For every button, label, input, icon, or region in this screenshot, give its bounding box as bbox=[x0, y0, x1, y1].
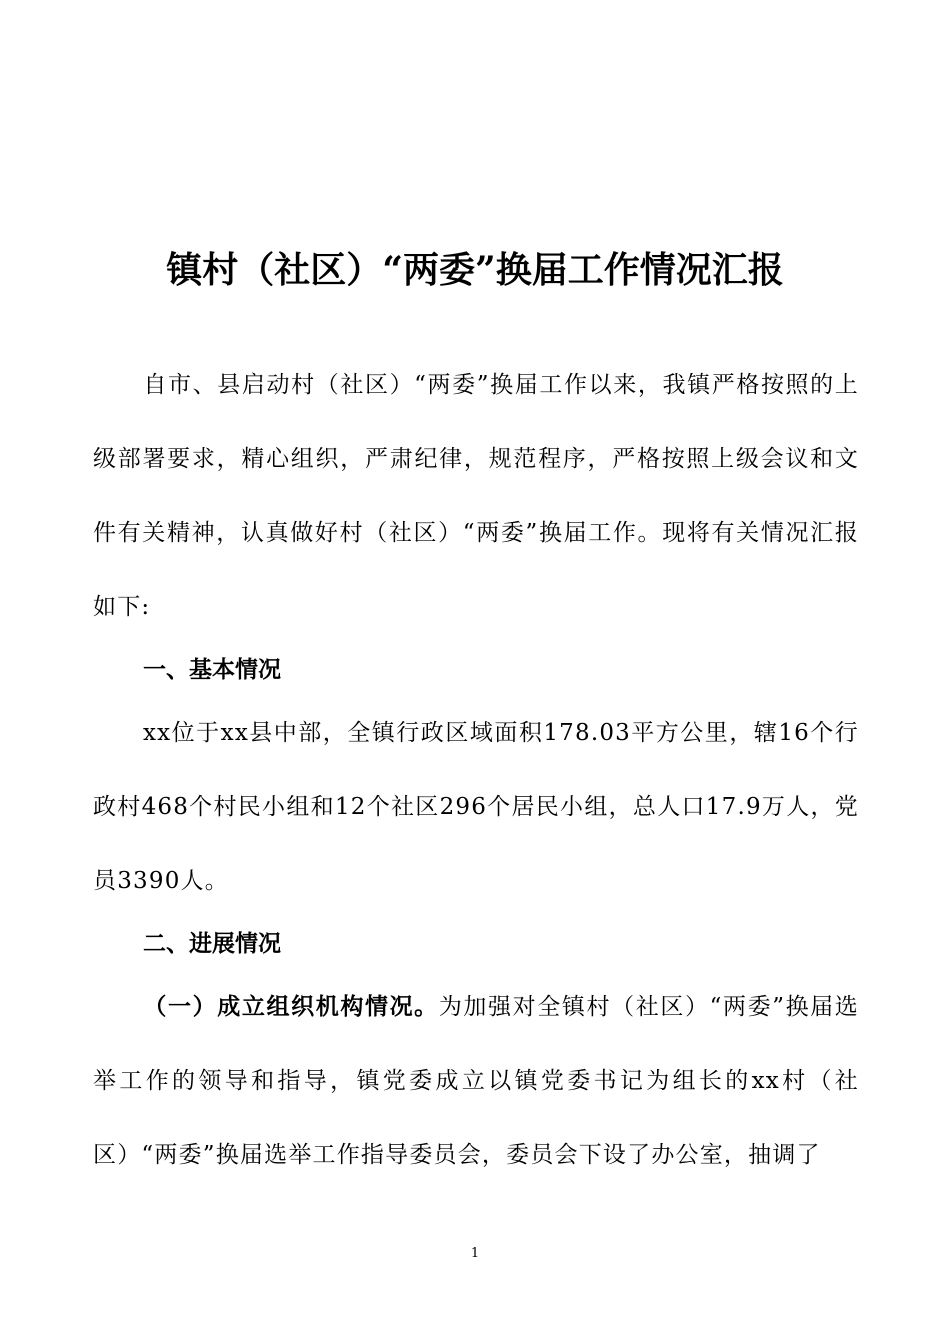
basic-info-text: xx位于xx县中部，全镇行政区域面积178.03平方公里，辖16个行政村468个村民小组和12个社区296个居民小组，总人口17.9万人，党员3390人。 bbox=[93, 720, 859, 894]
section-heading-progress: 二、进展情况 bbox=[143, 930, 281, 957]
organization-text: 为加强对全镇村（社区）“两委”换届选举工作的领导和指导，镇党委成立以镇党委书记为组长的xx村（社区）“两委”换届选举工作指导委员会，委员会下设了办公室，抽调了 bbox=[93, 994, 859, 1168]
organization-paragraph bbox=[93, 970, 859, 1192]
intro-paragraph bbox=[93, 348, 859, 644]
organization-lead: （一）成立组织机构情况。 bbox=[143, 993, 439, 1020]
page-number: 1 bbox=[470, 1246, 480, 1261]
section-heading-basic: 一、基本情况 bbox=[143, 656, 281, 683]
document-title: 镇村（社区）“两委”换届工作情况汇报 bbox=[166, 249, 784, 291]
intro-text: 自市、县启动村（社区）“两委”换届工作以来，我镇严格按照的上级部署要求，精心组织，严肃纪律，规范程序，严格按照上级会议和文件有关精神，认真做好村（社区）“两委”换届工作。现将有关情况汇报如下: bbox=[93, 372, 859, 620]
basic-info-paragraph bbox=[93, 696, 859, 918]
